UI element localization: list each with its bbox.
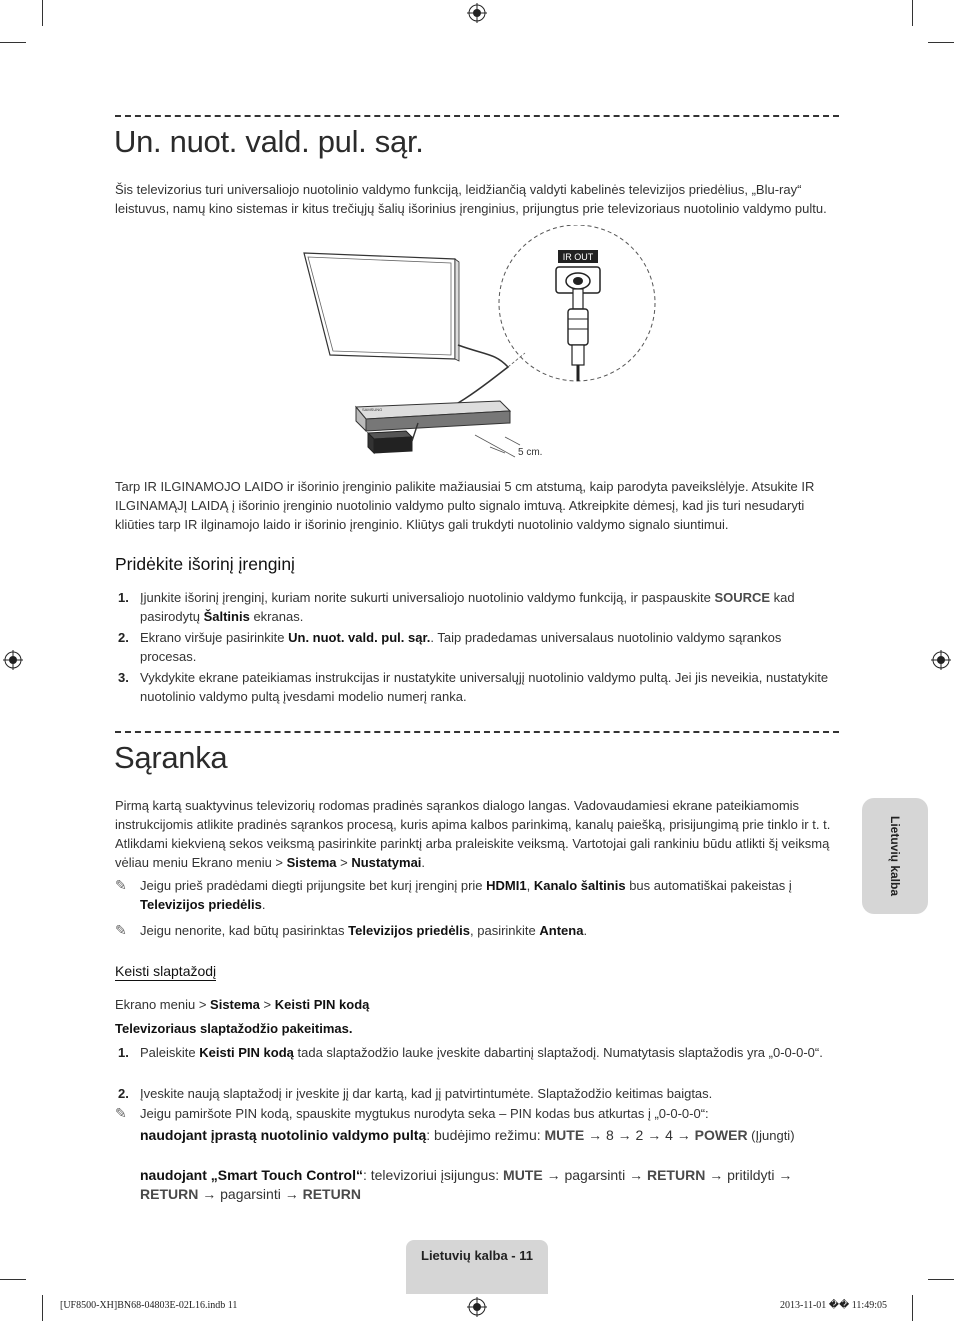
registration-mark-icon (467, 1297, 487, 1317)
section-divider (115, 115, 839, 117)
crop-mark (928, 42, 954, 43)
menu-keyword: Un. nuot. vald. pul. sąr. (288, 630, 431, 645)
crop-mark (928, 1279, 954, 1280)
registration-mark-icon (467, 3, 487, 23)
step-text: Vykdykite ekrane pateikiamas instrukcijas ir nustatykite universalųjį nuotolinio valdymo pultą. Jei jis neveikia, nustatykite nuotolinio valdymo pultą įvesdami modelio numerį ranka. (140, 670, 829, 704)
box-brand-label: SAMSUNG (362, 407, 383, 412)
add-device-heading: Pridėkite išorinį įrenginį (115, 554, 295, 574)
step-number: 3. (118, 670, 129, 685)
intro-paragraph: Šis televizorius turi universaliojo nuotolinio valdymo funkciją, leidžiančią valdyti kabelinės televizijos priedėlius, „Blu-ray“ leistuvus, namų kino sistemas ir kitus trečiųjų šalių išorinius įrenginius, prijungtus prie televizoriaus nuotolinio valdymo pultu. (115, 182, 827, 216)
pencil-note-icon: ✎ (115, 922, 127, 938)
crop-mark (42, 0, 43, 26)
remote-sequence: naudojant įprastą nuotolinio valdymo pultą: budėjimo režimu: MUTE → 8 → 2 → 4 → POWER (Įjungti) (140, 1127, 795, 1143)
step-number: 2. (118, 630, 129, 645)
ir-cable-diagram (300, 225, 660, 465)
pencil-note-icon: ✎ (115, 1105, 127, 1121)
step-number: 1. (118, 590, 129, 605)
ir-out-port-label: IR OUT (562, 252, 594, 262)
step-text: Paleiskite Keisti PIN kodą tada slaptažodžio lauke įveskite dabartinį slaptažodį. Numatytasis slaptažodis yra „0-0-0-0“. (140, 1045, 823, 1060)
registration-mark-icon (3, 650, 23, 670)
print-file-info: [UF8500-XH]BN68-04803E-02L16.indb 11 (60, 1300, 238, 1311)
page-number-badge (406, 1240, 548, 1294)
crop-mark (0, 42, 26, 43)
smart-touch-sequence: naudojant „Smart Touch Control“: televizoriui įsijungus: MUTE → pagarsinti → RETURN → pritildyti → RETURN → pagarsinti → RETURN (140, 1167, 793, 1202)
page-number-label: Lietuvių kalba - 11 (421, 1248, 533, 1263)
section-title: Sąranka (114, 740, 228, 775)
distance-indicator (475, 435, 520, 457)
language-tab-label: Lietuvių kalba (888, 815, 902, 897)
crop-mark (42, 1295, 43, 1321)
note-text: Jeigu nenorite, kad būtų pasirinktas Televizijos priedėlis, pasirinkite Antena. (140, 923, 588, 938)
ir-plug-icon (568, 289, 588, 381)
crop-mark (0, 1279, 26, 1280)
crop-mark (912, 1295, 913, 1321)
language-side-tab (862, 798, 928, 914)
change-password-heading: Keisti slaptažodį (115, 963, 217, 979)
print-timestamp: 2013-11-01 �� 11:49:05 (780, 1300, 887, 1311)
crop-mark (912, 0, 913, 26)
step-number: 2. (118, 1086, 129, 1101)
section-title: Un. nuot. vald. pul. sąr. (114, 124, 424, 159)
procedure-caption: Televizoriaus slaptažodžio pakeitimas. (115, 1021, 353, 1036)
note-text: Jeigu pamiršote PIN kodą, spauskite mygtukus nurodyta seka – PIN kodas bus atkurtas į „0-0-0-0“: (140, 1106, 709, 1121)
menu-path: Ekrano meniu > Sistema > Keisti PIN kodą (115, 997, 370, 1012)
source-keyword: SOURCE (714, 590, 771, 605)
step-number: 1. (118, 1045, 129, 1060)
setup-intro-paragraph: Pirmą kartą suaktyvinus televizorių rodomas pradinės sąrankos dialogo langas. Vadovaudamiesi ekrane pateikiamomis instrukcijomis atlikite pradinės sąrankos procesą, kuris apima kalbos parinkimą, kanalų paiešką, prisijungimą prie tinklo ir t. t. Atlikdami kiekvieną sekos veiksmą pasirinkite parinktį arba praleiskite veiksmą. Vartotojai gali rankiniu būdu atlikti šį veiksmą vėliau meniu Ekrano meniu > Sistema > Nustatymai. (115, 798, 831, 870)
source-menu-keyword: Šaltinis (203, 609, 250, 624)
step-text: Įveskite naują slaptažodį ir įveskite jį dar kartą, kad jį patvirtintumėte. Slaptažodžio keitimas baigtas. (140, 1086, 713, 1101)
cable-placement-paragraph: Tarp IR ILGINAMOJO LAIDO ir išorinio įrenginio palikite mažiausiai 5 cm atstumą, kaip parodyta paveikslėlyje. Atsukite IR ILGINAMĄJĮ LAIDĄ į išorinio įrenginio nuotolinio valdymo pulto signalo imtuvą. Atkreipkite dėmesį, kad jis turi nesudaryti kliūties tarp IR ilginamojo laido ir išorinio įrenginio. Kliūtys gali trukdyti nuotolinio valdymo signalo siuntimui. (115, 479, 815, 532)
step-text: Ekrano viršuje pasirinkite Un. nuot. vald. pul. sąr.. Taip pradedamas universalaus nuotolinio valdymo sąrankos procesas. (140, 630, 782, 664)
step-text: Įjunkite išorinį įrenginį, kuriam norite sukurti universaliojo nuotolinio valdymo funkciją, ir paspauskite SOURCE kad pasirodytų Šaltinis ekranas. (140, 590, 795, 624)
section-divider (115, 731, 839, 733)
note-text: Jeigu prieš pradėdami diegti prijungsite bet kurį įrenginį prie HDMI1, Kanalo šaltinis bus automatiškai pakeistas į Televizijos priedėlis. (140, 878, 792, 912)
pencil-note-icon: ✎ (115, 877, 127, 893)
registration-mark-icon (931, 650, 951, 670)
set-top-box (356, 401, 510, 431)
distance-label: 5 cm. (518, 447, 543, 458)
tv-illustration (304, 253, 459, 361)
